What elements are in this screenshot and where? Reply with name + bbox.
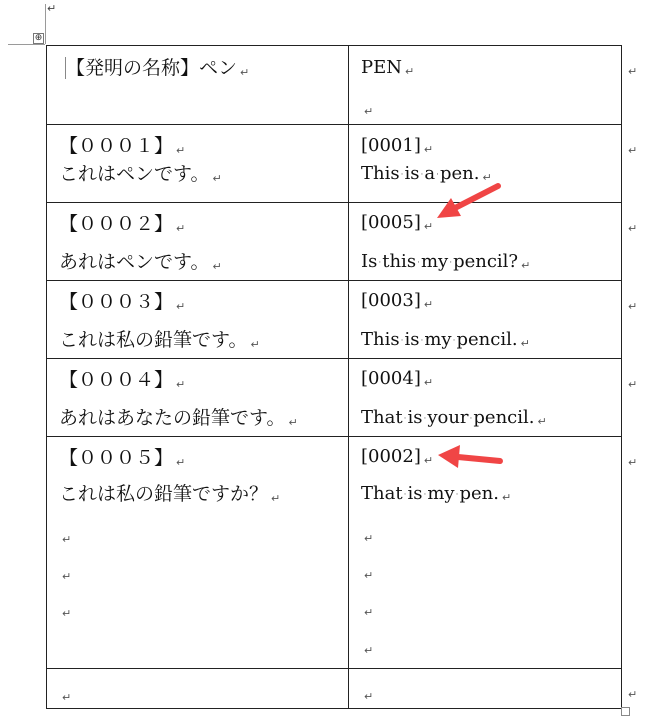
- space-mark: ·: [469, 414, 473, 424]
- paragraph-text: That·is·your·pencil.: [361, 407, 535, 428]
- paragraph-text: [0005]: [361, 212, 421, 233]
- paragraph-mark-icon: ↵: [176, 300, 186, 313]
- paragraph-text: あれはペンです。: [59, 251, 210, 273]
- space-mark: ·: [420, 336, 424, 346]
- paragraph-mark-icon: ↵: [271, 492, 281, 505]
- space-mark: ·: [420, 170, 424, 180]
- end-of-row-mark: ↵: [628, 222, 638, 235]
- paragraph-text: これは私の鉛筆ですか？: [59, 483, 269, 505]
- space-mark: ·: [400, 170, 404, 180]
- red-arrow-upper-shape: [437, 186, 498, 218]
- paragraph-mark-icon: ↵: [364, 569, 374, 582]
- end-of-row-mark: ↵: [628, 378, 638, 391]
- paragraph-mark-icon: ↵: [537, 415, 547, 428]
- paragraph-text: 【０００１】: [59, 135, 174, 157]
- paragraph-mark-icon: ↵: [62, 533, 72, 546]
- paragraph-text: 【０００２】: [59, 213, 174, 235]
- paragraph-text: This·is·a·pen.: [361, 163, 480, 184]
- paragraph-mark-icon: ↵: [501, 491, 512, 504]
- space-mark: ·: [423, 414, 427, 424]
- paragraph-mark-icon: ↵: [423, 298, 434, 311]
- space-mark: ·: [436, 170, 439, 180]
- space-mark: ·: [417, 258, 420, 268]
- red-arrow-lower-shape: [438, 445, 500, 468]
- paragraph-text: これは私の鉛筆です。: [59, 329, 248, 351]
- paragraph-mark-icon: ↵: [405, 65, 415, 78]
- end-of-row-mark: ↵: [628, 144, 638, 157]
- end-of-row-mark: ↵: [628, 65, 638, 78]
- top-paragraph-mark: ↵: [47, 2, 57, 15]
- paragraph-mark-icon: ↵: [62, 607, 72, 620]
- paragraph-mark-icon: ↵: [520, 337, 530, 350]
- paragraph-text: That·is·my·pen.: [361, 483, 499, 504]
- paragraph-text: 【０００４】: [59, 369, 174, 391]
- paragraph-mark-icon: ↵: [212, 260, 222, 273]
- paragraph-text: PEN: [361, 57, 403, 78]
- space-mark: ·: [449, 258, 453, 268]
- space-mark: ·: [455, 490, 459, 500]
- paragraph-text: あれはあなたの鉛筆です。: [59, 407, 286, 429]
- paragraph-mark-icon: ↵: [176, 378, 186, 391]
- paragraph-mark-icon: ↵: [364, 606, 374, 619]
- paragraph-text: Is·this·my·pencil?: [361, 251, 519, 272]
- space-mark: ·: [403, 490, 407, 500]
- paragraph-mark-icon: ↵: [288, 416, 298, 429]
- table-move-handle-icon[interactable]: ⊕: [34, 33, 43, 43]
- space-mark: ·: [400, 336, 404, 346]
- paragraph-mark-icon: ↵: [423, 143, 434, 156]
- space-mark: ·: [403, 414, 407, 424]
- paragraph-text: これはペンです。: [59, 163, 210, 185]
- paragraph-text: This·is·my·pencil.: [361, 329, 518, 350]
- paragraph-mark-icon: ↵: [364, 105, 374, 118]
- end-of-row-mark: ↵: [628, 456, 638, 469]
- paragraph-mark-icon: ↵: [62, 570, 72, 583]
- paragraph-text: [0003]: [361, 290, 421, 311]
- space-mark: ·: [378, 258, 382, 268]
- paragraph-mark-icon: ↵: [176, 222, 186, 235]
- paragraph-mark-icon: ↵: [423, 454, 434, 467]
- paragraph-text: [0001]: [361, 135, 421, 156]
- space-mark: ·: [452, 336, 456, 346]
- paragraph-mark-icon: ↵: [62, 691, 72, 704]
- end-of-row-mark: ↵: [628, 300, 638, 313]
- paragraph-mark-icon: ↵: [423, 376, 434, 389]
- paragraph-text: [0002]: [361, 446, 421, 467]
- paragraph-mark-icon: ↵: [423, 220, 434, 233]
- paragraph-text: 【発明の名称】ペン: [66, 57, 238, 79]
- paragraph-mark-icon: ↵: [364, 690, 374, 703]
- paragraph-mark-icon: ↵: [521, 259, 531, 272]
- paragraph-mark-icon: ↵: [364, 532, 374, 545]
- paragraph-mark-icon: ↵: [212, 172, 222, 185]
- paragraph-mark-icon: ↵: [240, 66, 250, 79]
- paragraph-mark-icon: ↵: [250, 338, 260, 351]
- space-mark: ·: [423, 490, 427, 500]
- paragraph-text: 【０００３】: [59, 291, 174, 313]
- paragraph-mark-icon: ↵: [482, 171, 492, 184]
- end-of-row-mark: ↵: [628, 688, 638, 701]
- paragraph-text: 【０００５】: [59, 447, 174, 469]
- paragraph-mark-icon: ↵: [176, 144, 186, 157]
- paragraph-text: [0004]: [361, 368, 421, 389]
- paragraph-mark-icon: ↵: [364, 644, 374, 657]
- paragraph-mark-icon: ↵: [176, 456, 186, 469]
